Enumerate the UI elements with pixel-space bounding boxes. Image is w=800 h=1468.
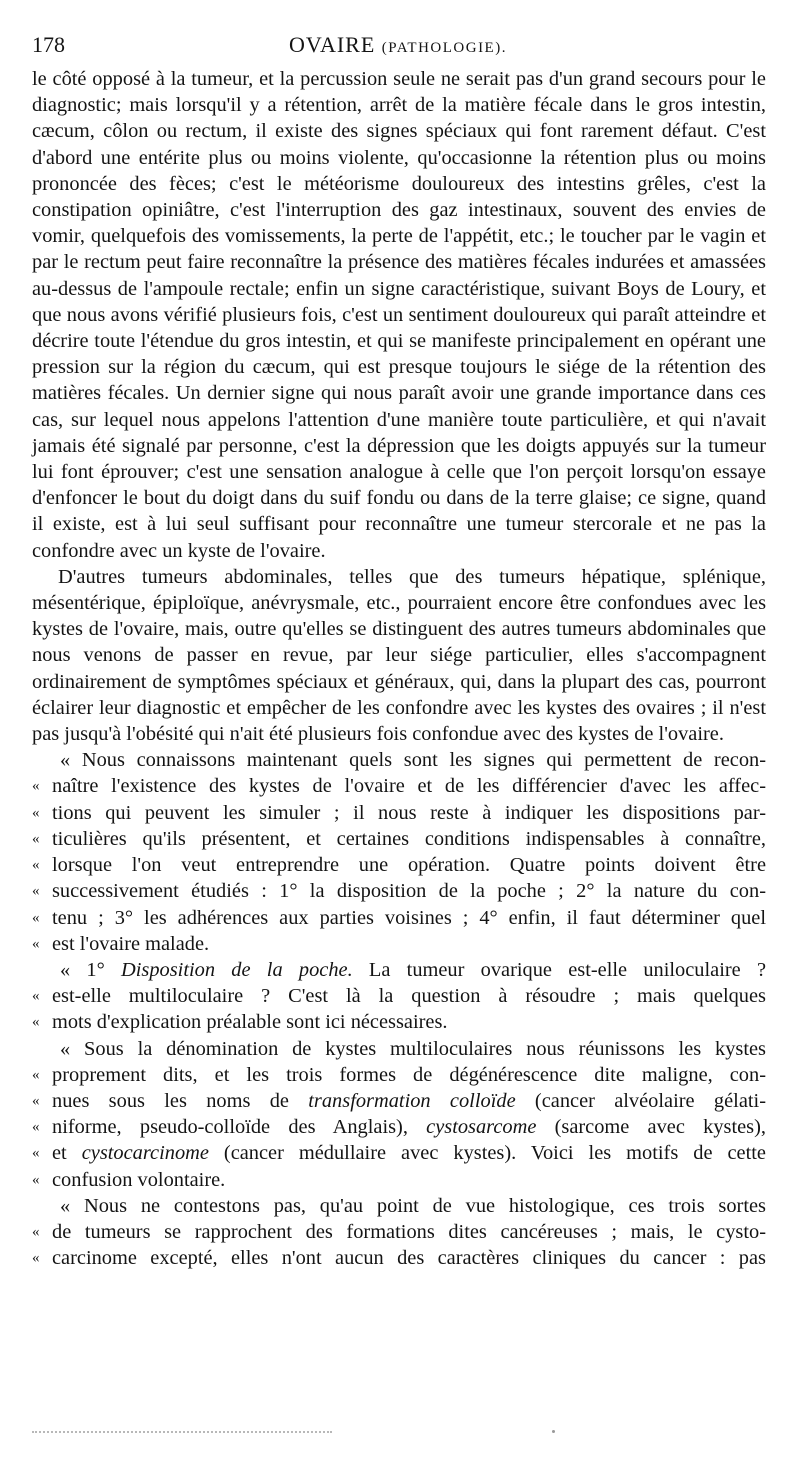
quoted-line: « proprement dits, et les trois formes de dégénérescence dite maligne, con- xyxy=(32,1063,766,1086)
quoted-block-3 xyxy=(32,1036,766,1193)
quoted-block-1 xyxy=(32,747,766,957)
quoted-line: « de tumeurs se rapprochent des formations dites cancéreuses ; mais, le cysto- xyxy=(32,1220,766,1243)
quoted-line: « 1° Disposition de la poche. La tumeur ovarique est-elle uniloculaire ? xyxy=(60,958,766,981)
running-title-main: OVAIRE xyxy=(289,32,376,57)
quoted-line: « Sous la dénomination de kystes multiloculaires nous réunissons les kystes xyxy=(60,1037,766,1060)
footer-dot xyxy=(552,1430,555,1433)
quoted-line: « nues sous les noms de transformation colloïde (cancer alvéolaire gélati- xyxy=(32,1089,766,1112)
running-title-sub: (PATHOLOGIE). xyxy=(381,40,507,56)
quoted-block-2 xyxy=(32,957,766,1036)
quoted-line: « ticulières qu'ils présentent, et certaines conditions indispensables à connaître, xyxy=(32,827,766,850)
quoted-line: « naître l'existence des kystes de l'ovaire et de les différencier d'avec les affec- xyxy=(32,775,766,798)
quoted-line: « confusion volontaire. xyxy=(32,1168,226,1191)
quoted-line: « niforme, pseudo-colloïde des Anglais), cystosarcome (sarcome avec kystes), xyxy=(32,1116,766,1139)
quoted-line: « et cystocarcinome (cancer médullaire avec kystes). Voici les motifs de cette xyxy=(32,1142,766,1165)
page-number: 178 xyxy=(32,32,65,57)
running-header xyxy=(32,30,764,60)
quoted-line: « tenu ; 3° les adhérences aux parties voisines ; 4° enfin, il faut déterminer quel xyxy=(32,906,766,929)
quoted-line: « carcinome excepté, elles n'ont aucun des caractères cliniques du cancer : pas xyxy=(32,1247,766,1270)
quoted-line: « successivement étudiés : 1° la disposition de la poche ; 2° la nature du con- xyxy=(32,880,766,903)
italic-term: transformation colloïde xyxy=(308,1089,516,1112)
italic-term: cystocarcinome xyxy=(81,1142,209,1165)
italic-term: cystosarcome xyxy=(426,1116,537,1139)
footer-dotted-rule xyxy=(32,1431,332,1433)
quoted-line: « est l'ovaire malade. xyxy=(32,932,210,955)
quoted-line: « est-elle multiloculaire ? C'est là la question à résoudre ; mais quelques xyxy=(32,985,766,1008)
section-heading-italic: Disposition de la poche. xyxy=(121,958,353,981)
page-body xyxy=(32,66,766,1271)
paragraph-2: D'autres tumeurs abdominales, telles que des tumeurs hépatique, splénique, mésentérique, épiploïque, anévrysmale, etc., pourraient encore être confondues avec les kystes de l'ovaire, mais, outre qu'elles se distinguent des autres tumeurs abdominales que nous venons de passer en revue, par leur siége particulier, elles s'accompagnent ordinairement de symptômes spéciaux et généraux, qui, dans la plupart des cas, pourront éclairer leur diagnostic et empêcher de les confondre avec les kystes des ovaires ; il n'est pas jusqu'à l'obésité qui n'ait été plusieurs fois confondue avec des kystes de l'ovaire. xyxy=(32,565,766,746)
quoted-line: « Nous ne contestons pas, qu'au point de vue histologique, ces trois sortes xyxy=(60,1194,766,1217)
quoted-block-4 xyxy=(32,1193,766,1272)
paragraph-1: le côté opposé à la tumeur, et la percussion seule ne serait pas d'un grand secours pour le diagnostic; mais lorsqu'il y a rétention, arrêt de la matière fécale dans le gros intestin, cæcum, côlon ou rectum, il existe des signes spéciaux qui font rarement défaut. C'est d'abord une entérite plus ou moins violente, qu'occasionne la rétention plus ou moins prononcée des fèces; c'est le météorisme douloureux des intestins grêles, c'est la constipation opiniâtre, c'est l'interruption des gaz intestinaux, souvent des envies de vomir, quelquefois des vomissements, la perte de l'appétit, etc.; le toucher par le vagin et par le rectum peut faire reconnaître la présence des matières fécales indurées et amassées au-dessus de l'ampoule rectale; enfin un signe caractéristique, suivant Boys de Loury, et que nous avons vérifié plusieurs fois, c'est un sentiment douloureux qui paraît atteindre et décrire toute l'étendue du gros intestin, et qui se manifeste principalement en opérant une pression sur la région du cæcum, qui est presque toujours le siége de la rétention des matières fécales. Un dernier signe qui nous paraît avoir une grande importance dans ces cas, sur lequel nous appelons l'attention d'une manière toute particulière, et qui n'avait jamais été signalé par personne, c'est la dépression que les doigts appuyés sur la tumeur lui font éprouver; c'est une sensation analogue à celle que l'on perçoit lorsqu'on essaye d'enfoncer le bout du doigt dans du suif fondu ou dans de la terre glaise; ce signe, quand il existe, est à lui seul suffisant pour reconnaître une tumeur stercorale et ne pas la confondre avec un kyste de l'ovaire. xyxy=(32,68,766,562)
quoted-line: « tions qui peuvent les simuler ; il nous reste à indiquer les dispositions par- xyxy=(32,801,766,824)
quoted-line: « Nous connaissons maintenant quels sont les signes qui permettent de recon- xyxy=(60,749,766,772)
running-title xyxy=(32,30,764,63)
quoted-line: « lorsque l'on veut entreprendre une opération. Quatre points doivent être xyxy=(32,854,766,877)
quoted-line: « mots d'explication préalable sont ici nécessaires. xyxy=(32,1011,448,1034)
